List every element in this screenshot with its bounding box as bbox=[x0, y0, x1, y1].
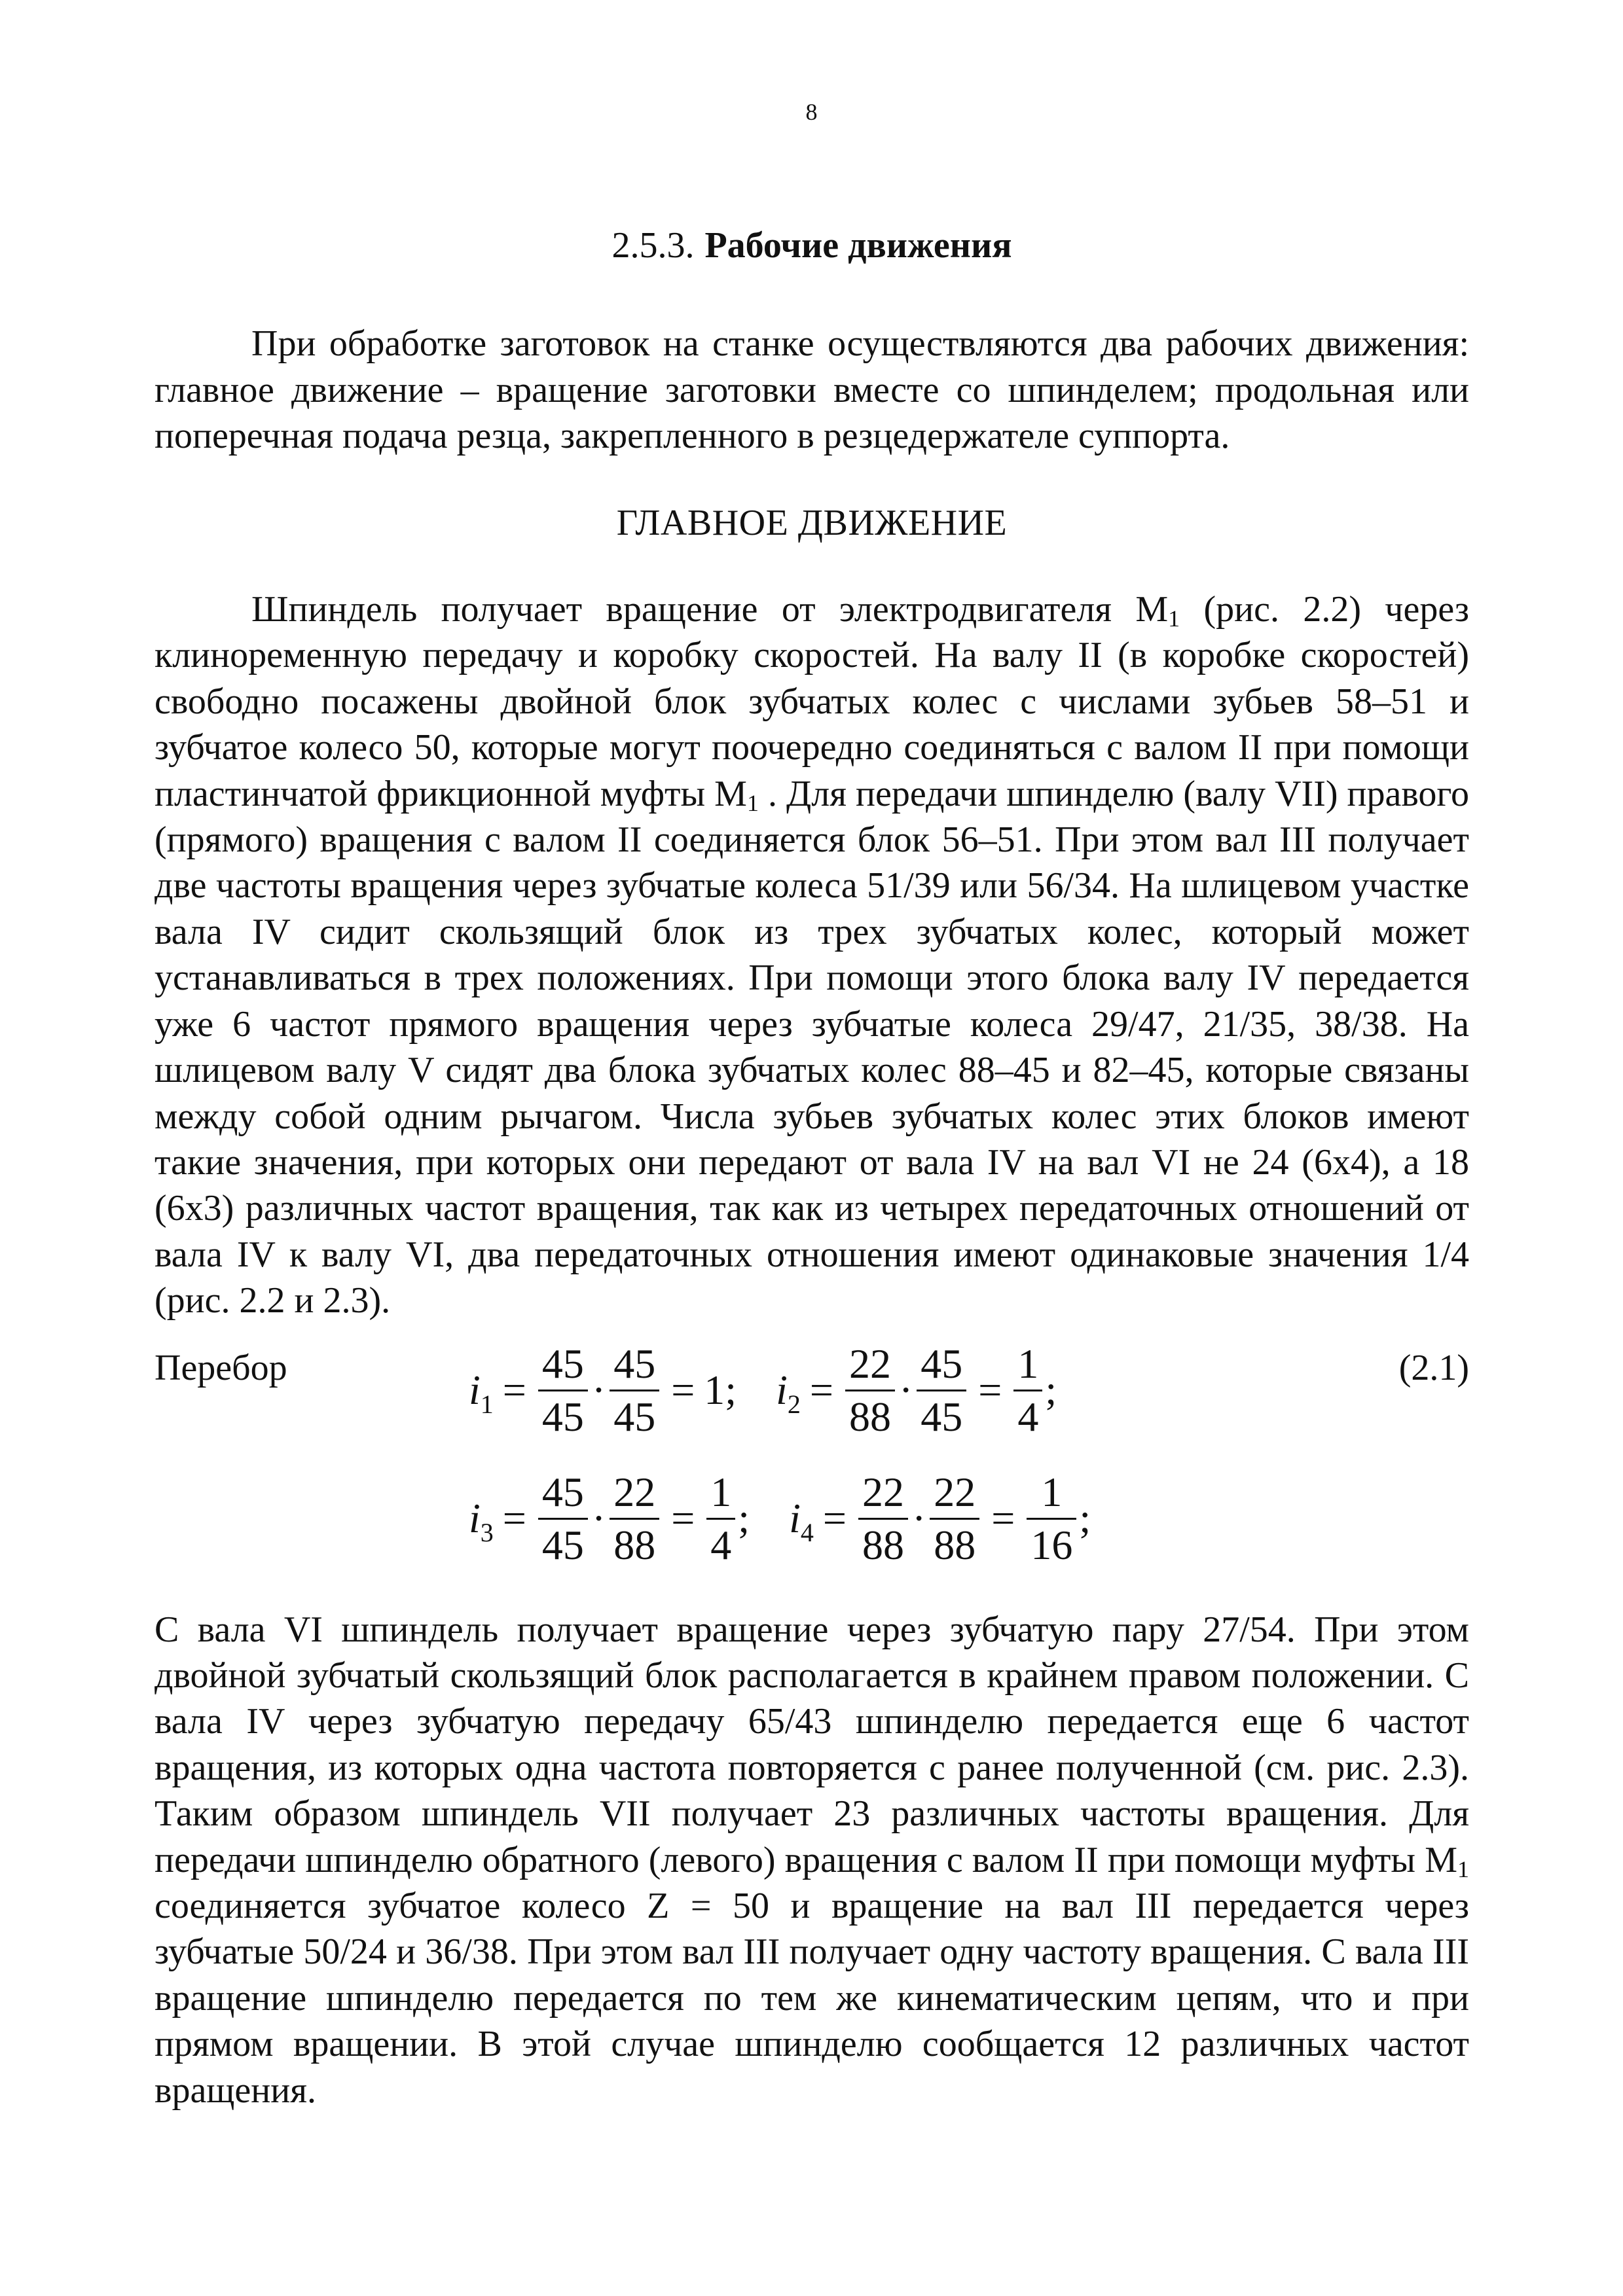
formula-i4-fraction-2: $\frac{22}{88}$ bbox=[930, 1467, 979, 1571]
formula-i3-end: ; bbox=[738, 1494, 750, 1541]
p1-text-a: Шпиндель получает вращение от электродвигателя М bbox=[251, 589, 1169, 630]
formula-i1-var: $i_1$ bbox=[469, 1366, 494, 1419]
formula-number: (2.1) bbox=[1398, 1347, 1469, 1388]
section-heading bbox=[155, 223, 1469, 268]
formula-i3-var: $i_3$ bbox=[469, 1494, 494, 1547]
formula-block bbox=[155, 1338, 1469, 1594]
formula-i1-result: 1 bbox=[704, 1366, 725, 1413]
formula-i1-fraction-1: $\frac{45}{45}$ bbox=[538, 1338, 588, 1443]
intro-paragraph: При обработке заготовок на станке осуществляются два рабочих движения: главное движение – вращение заготовки вместе со шпинделем; продольная или поперечная подача резца, закрепленного в резцедержателе суппорта. bbox=[155, 323, 1469, 457]
formula-i2-result: $\frac{1}{4}$ bbox=[1013, 1338, 1042, 1443]
formula-label: Перебор bbox=[155, 1347, 287, 1388]
multiply-dot: · bbox=[911, 1494, 926, 1541]
equals-sign: = bbox=[502, 1494, 526, 1541]
formula-row-1 bbox=[469, 1338, 1057, 1443]
equals-sign: = bbox=[822, 1494, 847, 1541]
equals-sign: = bbox=[671, 1366, 695, 1413]
p1-text-b: (рис. 2.2) через клиноременную передачу и коробку скоростей. На валу II (в коробке скоростей) свободно посажены двойной блок зубчатых колес с числами зубьев 58–51 и зубчатое колесо 50, которые могут поочередно соединяться с валом II при помощи пластинчатой фрикционной муфты М bbox=[155, 589, 1469, 814]
formula-i2-fraction-2: $\frac{45}{45}$ bbox=[917, 1338, 966, 1443]
equals-sign: = bbox=[671, 1494, 695, 1541]
p2-m1-subscript: 1 bbox=[1457, 1856, 1469, 1882]
multiply-dot: · bbox=[898, 1366, 913, 1413]
formula-i3-result: $\frac{1}{4}$ bbox=[706, 1467, 735, 1571]
subheading-main-motion: ГЛАВНОЕ ДВИЖЕНИЕ bbox=[616, 502, 1008, 543]
multiply-dot: · bbox=[591, 1366, 606, 1413]
formula-i4-var: $i_4$ bbox=[789, 1494, 814, 1547]
formula-i1-fraction-2: $\frac{45}{45}$ bbox=[610, 1338, 659, 1443]
p1-m1b-subscript: 1 bbox=[746, 789, 759, 816]
p2-text-b: соединяется зубчатое колесо Z = 50 и вращение на вал III передается через зубчатые 50/24 и 36/38. При этом вал III получает одну частоту вращения. С вала III вращение шпинделю передается по тем же кинематическим цепям, что и при прямом вращении. В этой случае шпинделю сообщается 12 различных частот вращения. bbox=[155, 1885, 1469, 2111]
multiply-dot: · bbox=[591, 1494, 606, 1541]
paragraph-reverse-rotation bbox=[155, 1607, 1469, 2113]
formula-row-2 bbox=[469, 1467, 1091, 1571]
formula-i2-fraction-1: $\frac{22}{88}$ bbox=[845, 1338, 895, 1443]
equals-sign: = bbox=[991, 1494, 1015, 1541]
section-number: 2.5.3. bbox=[611, 225, 695, 266]
formula-i3-fraction-2: $\frac{22}{88}$ bbox=[610, 1467, 659, 1571]
formula-i2-end: ; bbox=[1045, 1366, 1057, 1413]
formula-i3-fraction-1: $\frac{45}{45}$ bbox=[538, 1467, 588, 1571]
equals-sign: = bbox=[502, 1366, 526, 1413]
p2-text-a: С вала VI шпиндель получает вращение через зубчатую пару 27/54. При этом двойной зубчатый скользящий блок располагается в крайнем правом положении. С вала IV через зубчатую передачу 65/43 шпинделю передается еще 6 частот вращения, из которых одна частота повторяется с ранее полученной (см. рис. 2.3). Таким образом шпиндель VII получает 23 различных частоты вращения. Для передачи шпинделю обратного (левого) вращения с валом II при помощи муфты М bbox=[155, 1609, 1469, 1880]
paragraph-main-motion bbox=[155, 586, 1469, 1324]
formula-i4-fraction-1: $\frac{22}{88}$ bbox=[858, 1467, 908, 1571]
section-title: Рабочие движения bbox=[704, 225, 1012, 266]
p1-text-c: . Для передачи шпинделю (валу VII) правого (прямого) вращения с валом II соединяется блок 56–51. При этом вал III получает две частоты вращения через зубчатые колеса 51/39 или 56/34. На шлицевом участке вала IV сидит скользящий блок из трех зубчатых колес, который может устанавливаться в трех положениях. При помощи этого блока валу IV передается уже 6 частот прямого вращения через зубчатые колеса 29/47, 21/35, 38/38. На шлицевом валу V сидят два блока зубчатых колес 88–45 и 82–45, которые связаны между собой одним рычагом. Числа зубьев зубчатых колес этих блоков имеют такие значения, при которых они передают от вала IV на вал VI не 24 (6х4), а 18 (6х3) различных частот вращения, так как из четырех передаточных отношений от вала IV к валу VI, два передаточных отношения имеют одинаковые значения 1/4 (рис. 2.2 и 2.3). bbox=[155, 773, 1469, 1321]
page-number: 8 bbox=[805, 99, 818, 125]
p1-m1-subscript: 1 bbox=[1168, 605, 1180, 632]
page-content bbox=[155, 223, 1469, 2113]
formula-i4-result: $\frac{1}{16}$ bbox=[1027, 1467, 1076, 1571]
formula-i1-end: ; bbox=[725, 1366, 737, 1413]
equals-sign: = bbox=[978, 1366, 1002, 1413]
formula-i2-var: $i_2$ bbox=[776, 1366, 801, 1419]
formula-i4-end: ; bbox=[1079, 1494, 1091, 1541]
equals-sign: = bbox=[809, 1366, 833, 1413]
